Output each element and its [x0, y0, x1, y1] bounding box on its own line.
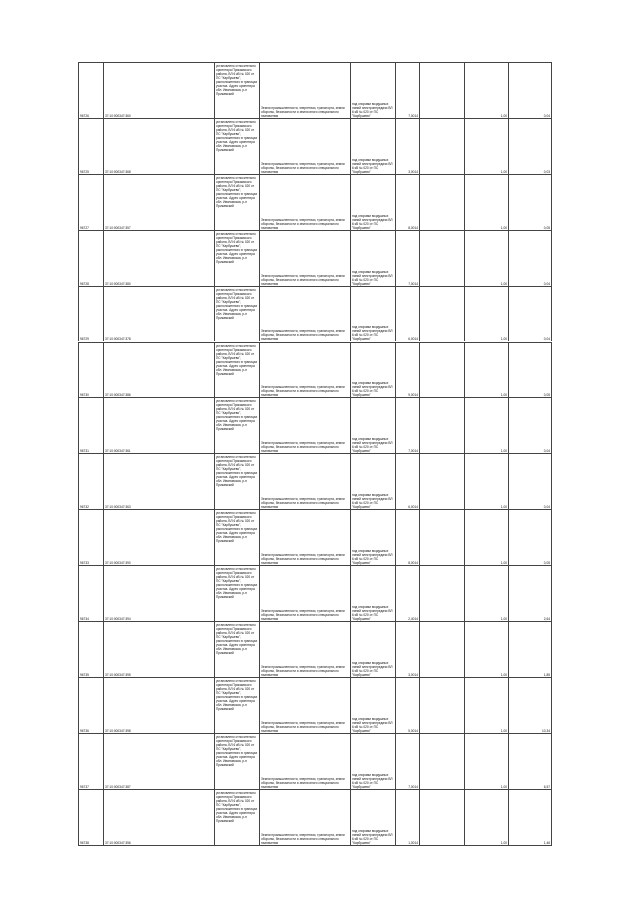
row-number-cell [78, 565, 103, 621]
table-row [78, 509, 552, 565]
empty-cell [419, 174, 464, 230]
cadastral-number: 37:10:000347:395 [105, 672, 131, 677]
use-cell [350, 453, 395, 509]
row-number: 96733 [80, 561, 89, 566]
location-cell [214, 509, 259, 565]
coefficient-cell [464, 789, 508, 845]
table-row [78, 789, 552, 845]
empty-cell [419, 509, 464, 565]
use-text: под опорами воздушных линий электропередачи ВЛ 6 кВ № 020 от ПС "Карбушево" [352, 493, 393, 510]
location-cell [214, 453, 259, 509]
row-number: 96725 [80, 169, 89, 174]
row-number-cell [78, 342, 103, 398]
category-text: Земли промышленности, энергетики, транспорта, земли обороны, безопасности и земли иного специального назначения [261, 776, 345, 789]
location-text: установлено относительно ориентира Прикамского района, ВЛ 6 кВ № 020 от ПС "Карбушево", расположенного в границах участка. Адрес ориентира обл. Ивановская, р-н Прикамский [216, 287, 258, 320]
tax-value: 0,04 [543, 449, 550, 454]
tax-cell [508, 789, 552, 845]
area-value: 5,0014 [408, 728, 418, 733]
location-text: установлено относительно ориентира Прикамского района, ВЛ 6 кВ № 020 от ПС "Карбушево", расположенного в границах участка. Адрес ориентира обл. Ивановская, р-н Прикамский [216, 455, 258, 488]
cadastral-number-cell [103, 230, 214, 286]
table-row [78, 397, 552, 453]
location-text: установлено относительно ориентира Прикамского района, ВЛ 6 кВ № 020 от ПС "Карбушево", расположенного в границах участка. Адрес ориентира обл. Ивановская, р-н Прикамский [216, 399, 258, 432]
area-value: 7,0014 [408, 449, 418, 454]
empty-cell [419, 453, 464, 509]
coefficient-value: 1,00 [500, 225, 507, 230]
location-cell [214, 174, 259, 230]
location-cell [214, 230, 259, 286]
row-number-cell [78, 118, 103, 174]
area-cell [395, 509, 419, 565]
category-text: Земли промышленности, энергетики, транспорта, земли обороны, безопасности и земли иного специального назначения [261, 329, 345, 342]
category-text: Земли промышленности, энергетики, транспорта, земли обороны, безопасности и земли иного специального назначения [261, 720, 345, 733]
area-value: 2,4014 [408, 616, 418, 621]
category-text: Земли промышленности, энергетики, транспорта, земли обороны, безопасности и земли иного специального назначения [261, 217, 345, 230]
tax-value: 6,57 [543, 784, 550, 789]
location-text: установлено относительно ориентира Прикамского района, ВЛ 6 кВ № 020 от ПС "Карбушево", расположенного в границах участка. Адрес ориентира обл. Ивановская, р-н Прикамский [216, 231, 258, 264]
location-cell [214, 397, 259, 453]
tax-value: 0,04 [543, 281, 550, 286]
table-row [78, 621, 552, 677]
coefficient-value: 1,00 [500, 505, 507, 510]
tax-value: 1,85 [543, 672, 550, 677]
use-text: под опорами воздушных линий электропередачи ВЛ 6 кВ № 020 от ПС "Карбушево" [352, 269, 393, 286]
tax-cell [508, 733, 552, 789]
cadastral-number-cell [103, 733, 214, 789]
tax-value: 2,64 [543, 616, 550, 621]
tax-value: 0,04 [543, 337, 550, 342]
location-cell [214, 565, 259, 621]
row-number-cell [78, 509, 103, 565]
location-cell [214, 62, 259, 118]
row-number-cell [78, 230, 103, 286]
table-row [78, 286, 552, 342]
cadastral-number: 37:10:000347:386 [105, 393, 131, 398]
tax-value: 10,34 [542, 728, 550, 733]
use-text: под опорами воздушных линий электропередачи ВЛ 6 кВ № 020 от ПС "Карбушево" [352, 437, 393, 454]
coefficient-cell [464, 342, 508, 398]
use-text: под опорами воздушных линий электропередачи ВЛ 6 кВ № 020 от ПС "Карбушево" [352, 157, 393, 174]
table-row [78, 342, 552, 398]
empty-cell [419, 286, 464, 342]
coefficient-value: 1,00 [500, 169, 507, 174]
coefficient-value: 1,00 [500, 840, 507, 845]
coefficient-value: 1,00 [500, 393, 507, 398]
area-cell [395, 453, 419, 509]
tax-value: 0,04 [543, 113, 550, 118]
use-cell [350, 342, 395, 398]
table-row [78, 174, 552, 230]
tax-cell [508, 509, 552, 565]
location-cell [214, 342, 259, 398]
category-cell [259, 397, 350, 453]
row-number-cell [78, 62, 103, 118]
use-cell [350, 286, 395, 342]
use-cell [350, 509, 395, 565]
area-value: 7,0014 [408, 281, 418, 286]
use-text: под опорами воздушных линий электропередачи ВЛ 6 кВ № 020 от ПС "Карбушево" [352, 549, 393, 566]
area-cell [395, 789, 419, 845]
row-number: 96727 [80, 225, 89, 230]
cadastral-number: 37:10:000347:368 [105, 169, 131, 174]
row-number-cell [78, 733, 103, 789]
category-text: Земли промышленности, энергетики, транспорта, земли обороны, безопасности и земли иного специального назначения [261, 161, 345, 174]
row-number-cell [78, 397, 103, 453]
category-cell [259, 453, 350, 509]
coefficient-value: 1,00 [500, 281, 507, 286]
coefficient-value: 1,00 [500, 672, 507, 677]
use-text: под опорами воздушных линий электропередачи ВЛ 6 кВ № 020 от ПС "Карбушево" [352, 381, 393, 398]
use-cell [350, 621, 395, 677]
table-row [78, 677, 552, 733]
location-text: установлено относительно ориентира Прикамского района, ВЛ 6 кВ № 020 от ПС "Карбушево", расположенного в границах участка. Адрес ориентира обл. Ивановская, р-н Прикамский [216, 734, 258, 767]
area-value: 6,0014 [408, 505, 418, 510]
area-cell [395, 677, 419, 733]
row-number: 96728 [80, 281, 89, 286]
use-text: под опорами воздушных линий электропередачи ВЛ 6 кВ № 020 от ПС "Карбушево" [352, 828, 393, 845]
table-bottom-border [78, 845, 552, 846]
use-cell [350, 733, 395, 789]
area-cell [395, 230, 419, 286]
area-value: 3,0014 [408, 169, 418, 174]
cadastral-number-cell [103, 62, 214, 118]
coefficient-value: 1,00 [500, 113, 507, 118]
cadastral-number-cell [103, 621, 214, 677]
area-cell [395, 565, 419, 621]
coefficient-cell [464, 397, 508, 453]
coefficient-cell [464, 509, 508, 565]
cadastral-number: 37:10:000347:378 [105, 337, 131, 342]
category-cell [259, 174, 350, 230]
category-cell [259, 230, 350, 286]
area-value: 6,0014 [408, 337, 418, 342]
empty-cell [419, 397, 464, 453]
row-number: 96726 [80, 113, 89, 118]
coefficient-value: 1,00 [500, 449, 507, 454]
table-row [78, 62, 552, 118]
use-text: под опорами воздушных линий электропередачи ВЛ 6 кВ № 020 от ПС "Карбушево" [352, 101, 393, 118]
cadastral-number-cell [103, 174, 214, 230]
cadastral-number: 37:10:000347:387 [105, 784, 131, 789]
cadastral-number: 37:10:000347:380 [105, 281, 131, 286]
cadastral-number: 37:10:000347:360 [105, 113, 131, 118]
cadastral-number-cell [103, 509, 214, 565]
category-text: Земли промышленности, энергетики, транспорта, земли обороны, безопасности и земли иного специального назначения [261, 553, 345, 566]
coefficient-value: 1,00 [500, 561, 507, 566]
use-cell [350, 789, 395, 845]
location-cell [214, 118, 259, 174]
coefficient-value: 1,00 [500, 784, 507, 789]
tax-cell [508, 230, 552, 286]
table-row [78, 230, 552, 286]
empty-cell [419, 733, 464, 789]
category-text: Земли промышленности, энергетики, транспорта, земли обороны, безопасности и земли иного специального назначения [261, 385, 345, 398]
area-cell [395, 118, 419, 174]
empty-cell [419, 118, 464, 174]
coefficient-value: 1,00 [500, 728, 507, 733]
category-text: Земли промышленности, энергетики, транспорта, земли обороны, безопасности и земли иного специального назначения [261, 608, 345, 621]
coefficient-value: 1,00 [500, 337, 507, 342]
tax-value: 0,05 [543, 393, 550, 398]
tax-value: 1,46 [543, 840, 550, 845]
tax-cell [508, 565, 552, 621]
cadastral-number-cell [103, 677, 214, 733]
row-number: 96730 [80, 393, 89, 398]
location-cell [214, 621, 259, 677]
location-cell [214, 677, 259, 733]
area-cell [395, 733, 419, 789]
location-text: установлено относительно ориентира Прикамского района, ВЛ 6 кВ № 020 от ПС "Карбушево", расположенного в границах участка. Адрес ориентира обл. Ивановская, р-н Прикамский [216, 119, 258, 152]
row-number: 96731 [80, 449, 89, 454]
area-cell [395, 286, 419, 342]
cadastral-number-cell [103, 453, 214, 509]
cadastral-number-cell [103, 286, 214, 342]
category-text: Земли промышленности, энергетики, транспорта, земли обороны, безопасности и земли иного специального назначения [261, 664, 345, 677]
location-text: установлено относительно ориентира Прикамского района, ВЛ 6 кВ № 020 от ПС "Карбушево", расположенного в границах участка. Адрес ориентира обл. Ивановская, р-н Прикамский [216, 64, 258, 96]
tax-value: 0,04 [543, 505, 550, 510]
category-text: Земли промышленности, энергетики, транспорта, земли обороны, безопасности и земли иного специального назначения [261, 105, 345, 118]
use-cell [350, 565, 395, 621]
tax-cell [508, 286, 552, 342]
area-value: 8,0014 [408, 225, 418, 230]
category-cell [259, 62, 350, 118]
category-text: Земли промышленности, энергетики, транспорта, земли обороны, безопасности и земли иного специального назначения [261, 273, 345, 286]
coefficient-cell [464, 286, 508, 342]
coefficient-cell [464, 733, 508, 789]
tax-cell [508, 397, 552, 453]
coefficient-cell [464, 118, 508, 174]
cadastral-number: 37:10:000347:390 [105, 561, 131, 566]
category-text: Земли промышленности, энергетики, транспорта, земли обороны, безопасности и земли иного специального назначения [261, 441, 345, 454]
use-text: под опорами воздушных линий электропередачи ВЛ 6 кВ № 020 от ПС "Карбушево" [352, 716, 393, 733]
area-value: 7,0014 [408, 784, 418, 789]
tax-cell [508, 621, 552, 677]
cadastral-number-cell [103, 397, 214, 453]
tax-cell [508, 453, 552, 509]
tax-cell [508, 342, 552, 398]
category-cell [259, 286, 350, 342]
cadastral-number: 37:10:000347:361 [105, 449, 131, 454]
use-cell [350, 397, 395, 453]
cadastral-number-cell [103, 342, 214, 398]
location-text: установлено относительно ориентира Прикамского района, ВЛ 6 кВ № 020 от ПС "Карбушево", расположенного в границах участка. Адрес ориентира обл. Ивановская, р-н Прикамский [216, 175, 258, 208]
area-cell [395, 62, 419, 118]
row-number-cell [78, 621, 103, 677]
use-text: под опорами воздушных линий электропередачи ВЛ 6 кВ № 020 от ПС "Карбушево" [352, 325, 393, 342]
location-cell [214, 789, 259, 845]
category-cell [259, 733, 350, 789]
category-cell [259, 565, 350, 621]
coefficient-value: 1,00 [500, 616, 507, 621]
location-text: установлено относительно ориентира Прикамского района, ВЛ 6 кВ № 020 от ПС "Карбушево", расположенного в границах участка. Адрес ориентира обл. Ивановская, р-н Прикамский [216, 567, 258, 600]
row-number: 96738 [80, 840, 89, 845]
tax-cell [508, 62, 552, 118]
row-number-cell [78, 677, 103, 733]
empty-cell [419, 342, 464, 398]
cadastral-number-cell [103, 118, 214, 174]
table-row [78, 565, 552, 621]
use-cell [350, 230, 395, 286]
location-text: установлено относительно ориентира Прикамского района, ВЛ 6 кВ № 020 от ПС "Карбушево", расположенного в границах участка. Адрес ориентира обл. Ивановская, р-н Прикамский [216, 343, 258, 376]
area-cell [395, 397, 419, 453]
category-cell [259, 621, 350, 677]
tax-cell [508, 677, 552, 733]
use-text: под опорами воздушных линий электропередачи ВЛ 6 кВ № 020 от ПС "Карбушево" [352, 772, 393, 789]
location-text: установлено относительно ориентира Прикамского района, ВЛ 6 кВ № 020 от ПС "Карбушево", расположенного в границах участка. Адрес ориентира обл. Ивановская, р-н Прикамский [216, 511, 258, 544]
area-cell [395, 342, 419, 398]
row-number-cell [78, 286, 103, 342]
empty-cell [419, 565, 464, 621]
row-number-cell [78, 789, 103, 845]
cadastral-number-cell [103, 789, 214, 845]
coefficient-cell [464, 230, 508, 286]
cadastral-number: 37:10:000347:357 [105, 225, 131, 230]
area-value: 9,0014 [408, 393, 418, 398]
cadastral-number: 37:10:000347:363 [105, 505, 131, 510]
coefficient-cell [464, 62, 508, 118]
row-number: 96737 [80, 784, 89, 789]
empty-cell [419, 789, 464, 845]
location-cell [214, 733, 259, 789]
location-text: установлено относительно ориентира Прикамского района, ВЛ 6 кВ № 020 от ПС "Карбушево", расположенного в границах участка. Адрес ориентира обл. Ивановская, р-н Прикамский [216, 678, 258, 711]
table-row [78, 118, 552, 174]
category-text: Земли промышленности, энергетики, транспорта, земли обороны, безопасности и земли иного специального назначения [261, 497, 345, 510]
use-text: под опорами воздушных линий электропередачи ВЛ 6 кВ № 020 от ПС "Карбушево" [352, 604, 393, 621]
use-cell [350, 174, 395, 230]
cadastral-number: 37:10:000347:394 [105, 616, 131, 621]
row-number-cell [78, 174, 103, 230]
use-cell [350, 118, 395, 174]
tax-value: 0,05 [543, 225, 550, 230]
category-cell [259, 342, 350, 398]
category-cell [259, 789, 350, 845]
empty-cell [419, 621, 464, 677]
table-row [78, 733, 552, 789]
row-number: 96736 [80, 728, 89, 733]
tax-cell [508, 174, 552, 230]
coefficient-cell [464, 565, 508, 621]
category-cell [259, 509, 350, 565]
area-value: 1,0014 [408, 840, 418, 845]
row-number: 96735 [80, 672, 89, 677]
row-number: 96734 [80, 616, 89, 621]
row-number-cell [78, 453, 103, 509]
area-cell [395, 621, 419, 677]
cadastral-number: 37:10:000347:356 [105, 840, 131, 845]
cadastral-number: 37:10:000347:398 [105, 728, 131, 733]
empty-cell [419, 62, 464, 118]
coefficient-cell [464, 621, 508, 677]
row-number: 96729 [80, 337, 89, 342]
category-cell [259, 118, 350, 174]
tax-cell [508, 118, 552, 174]
tax-value: 0,03 [543, 169, 550, 174]
row-number: 96732 [80, 505, 89, 510]
coefficient-cell [464, 174, 508, 230]
cadastral-number-cell [103, 565, 214, 621]
area-value: 7,0014 [408, 113, 418, 118]
coefficient-cell [464, 453, 508, 509]
tax-value: 0,05 [543, 561, 550, 566]
table-row [78, 453, 552, 509]
location-text: установлено относительно ориентира Прикамского района, ВЛ 6 кВ № 020 от ПС "Карбушево", расположенного в границах участка. Адрес ориентира обл. Ивановская, р-н Прикамский [216, 623, 258, 655]
location-cell [214, 286, 259, 342]
location-text: установлено относительно ориентира Прикамского района, ВЛ 6 кВ № 020 от ПС "Карбушево", расположенного в границах участка. Адрес ориентира обл. Ивановская, р-н Прикамский [216, 790, 258, 823]
coefficient-cell [464, 677, 508, 733]
use-cell [350, 62, 395, 118]
area-value: 3,0014 [408, 672, 418, 677]
area-value: 8,0014 [408, 561, 418, 566]
use-text: под опорами воздушных линий электропередачи ВЛ 6 кВ № 020 от ПС "Карбушево" [352, 660, 393, 677]
category-text: Земли промышленности, энергетики, транспорта, земли обороны, безопасности и земли иного специального назначения [261, 832, 345, 845]
use-cell [350, 677, 395, 733]
empty-cell [419, 230, 464, 286]
area-cell [395, 174, 419, 230]
empty-cell [419, 677, 464, 733]
use-text: под опорами воздушных линий электропередачи ВЛ 6 кВ № 020 от ПС "Карбушево" [352, 213, 393, 230]
category-cell [259, 677, 350, 733]
land-register-table [78, 62, 552, 845]
